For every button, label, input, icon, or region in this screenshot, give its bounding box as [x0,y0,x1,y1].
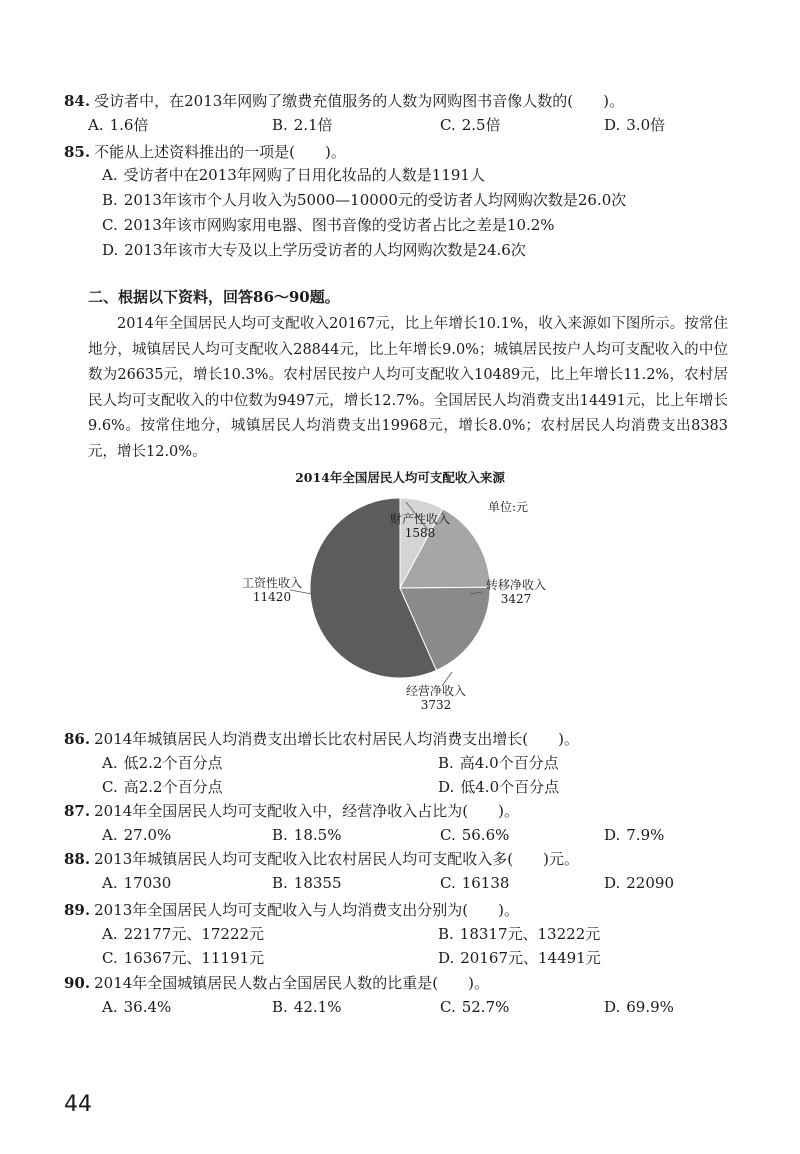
question-number: 89. [64,901,91,919]
question-90 [64,972,489,994]
slice-value: 11420 [252,590,292,604]
option-text: 69.9% [626,998,674,1016]
slice-value: 3427 [500,592,532,606]
option-letter: A. [102,998,118,1016]
option-letter: B. [272,874,288,892]
option-85-b [102,189,626,211]
option-letter: B. [272,826,288,844]
option-letter: D. [438,778,455,796]
option-text: 18355 [293,874,342,892]
option-text: 低4.0个百分点 [460,778,560,796]
option-text: 18317元、13222元 [459,925,601,943]
question-number: 86. [64,730,91,748]
option-87-c [440,824,509,846]
option-letter: A. [102,166,118,184]
question-stem: 2014年城镇居民人均消费支出增长比农村居民人均消费支出增长( )。 [94,730,579,748]
question-number: 84. [64,92,91,110]
passage-paragraph: 2014年全国居民人均可支配收入20167元，比上年增长10.1%，收入来源如下图所示。按常住地分，城镇居民人均可支配收入28844元，比上年增长9.0%；城镇居民按户人均可支配收入的中位数为26635元，增长10.3%。农村居民按户人均可支配收入10489元，比上年增长11.2%，农村居民人均可支配收入的中位数为9497元，增长12.7%。全国居民人均消费支出14491元，比上年增长9.6%。按常住地分，城镇居民人均消费支出19968元，增长8.0%；农村居民人均消费支出8383元，增长12.0%。 [88,316,728,460]
question-85 [64,141,346,163]
option-89-a [102,923,264,945]
option-86-d [438,776,559,798]
option-text: 2013年该市大专及以上学历受访者的人均网购次数是24.6次 [124,241,526,259]
slice-name: 经营净收入 [406,684,467,698]
option-letter: B. [272,998,288,1016]
question-stem: 2014年全国居民人均可支配收入中，经营净收入占比为( )。 [94,802,519,820]
option-88-c [440,872,509,894]
option-text: 2013年该市个人月收入为5000—10000元的受访者人均网购次数是26.0次 [123,191,627,209]
option-text: 18.5% [293,826,342,844]
option-84-d [604,114,665,136]
option-90-d [604,996,674,1018]
option-letter: B. [438,925,454,943]
option-90-c [440,996,509,1018]
option-letter: B. [438,754,454,772]
question-stem: 2013年全国居民人均可支配收入与人均消费支出分别为( )。 [94,901,519,919]
slice-label-transfer [486,578,546,606]
option-text: 17030 [123,874,172,892]
question-87 [64,800,519,822]
option-letter: D. [102,241,119,259]
question-stem: 2013年城镇居民人均可支配收入比农村居民人均可支配收入多( )元。 [94,850,579,868]
option-letter: C. [102,949,118,967]
option-text: 36.4% [123,998,172,1016]
option-text: 16138 [461,874,510,892]
option-letter: A. [102,874,118,892]
slice-label-property [390,512,450,540]
option-letter: D. [438,949,455,967]
option-text: 高2.2个百分点 [123,778,223,796]
question-stem: 受访者中，在2013年网购了缴费充值服务的人数为网购图书音像人数的( )。 [94,92,624,110]
question-number: 87. [64,802,91,820]
option-letter: D. [604,826,621,844]
option-letter: C. [440,116,456,134]
slice-label-wage [242,576,302,604]
question-stem: 不能从上述资料推出的一项是( )。 [94,143,346,161]
option-86-c [102,776,223,798]
question-number: 85. [64,143,91,161]
slice-name: 转移净收入 [486,578,547,592]
option-text: 16367元、11191元 [123,949,265,967]
option-text: 20167元、14491元 [460,949,601,967]
question-number: 90. [64,974,91,992]
option-89-b [438,923,600,945]
chart-title: 2014年全国居民人均可支配收入来源 [295,470,505,485]
question-84 [64,90,624,112]
option-87-a [102,824,171,846]
question-88 [64,848,579,870]
option-letter: D. [604,116,621,134]
option-letter: C. [440,874,456,892]
option-87-b [272,824,341,846]
option-letter: D. [604,874,621,892]
option-90-b [272,996,341,1018]
option-letter: A. [88,116,104,134]
option-letter: A. [102,754,118,772]
option-88-d [604,872,674,894]
option-88-a [102,872,171,894]
option-letter: B. [272,116,288,134]
slice-label-business [406,684,466,712]
option-text: 受访者中在2013年网购了日用化妆品的人数是1191人 [123,166,485,184]
option-text: 高4.0个百分点 [459,754,559,772]
option-85-a [102,164,485,186]
slice-name: 工资性收入 [242,576,303,590]
option-85-d [102,239,526,261]
option-text: 低2.2个百分点 [123,754,223,772]
option-letter: A. [102,925,118,943]
slice-value: 3732 [420,698,452,712]
section-heading: 二、根据以下资料，回答86～90题。 [88,288,340,306]
option-text: 27.0% [123,826,172,844]
pie-chart [220,490,580,715]
option-text: 1.6倍 [109,116,149,134]
question-89 [64,899,519,921]
chart-unit: 单位:元 [488,500,529,514]
option-text: 7.9% [626,826,665,844]
option-90-a [102,996,171,1018]
option-letter: B. [102,191,118,209]
option-84-c [440,114,501,136]
option-text: 2.1倍 [293,116,333,134]
option-86-b [438,752,559,774]
question-86 [64,728,579,750]
question-stem: 2014年全国城镇居民人数占全国居民人数的比重是( )。 [94,974,489,992]
option-84-a [88,114,148,136]
option-letter: C. [102,216,118,234]
option-letter: D. [604,998,621,1016]
option-89-c [102,947,264,969]
option-89-d [438,947,601,969]
page-number: 44 [64,1092,92,1117]
option-86-a [102,752,222,774]
slice-name: 财产性收入 [390,512,451,526]
option-87-d [604,824,664,846]
option-letter: C. [440,826,456,844]
option-text: 56.6% [461,826,510,844]
option-text: 42.1% [293,998,342,1016]
option-text: 3.0倍 [626,116,666,134]
option-text: 2.5倍 [461,116,501,134]
option-85-c [102,214,555,236]
option-letter: C. [440,998,456,1016]
option-text: 22177元、17222元 [123,925,265,943]
option-84-b [272,114,333,136]
option-text: 2013年该市网购家用电器、图书音像的受访者占比之差是10.2% [123,216,555,234]
option-88-b [272,872,342,894]
question-number: 88. [64,850,91,868]
option-letter: C. [102,778,118,796]
option-letter: A. [102,826,118,844]
slice-value: 1588 [404,526,436,540]
option-text: 22090 [626,874,674,892]
option-text: 52.7% [461,998,510,1016]
